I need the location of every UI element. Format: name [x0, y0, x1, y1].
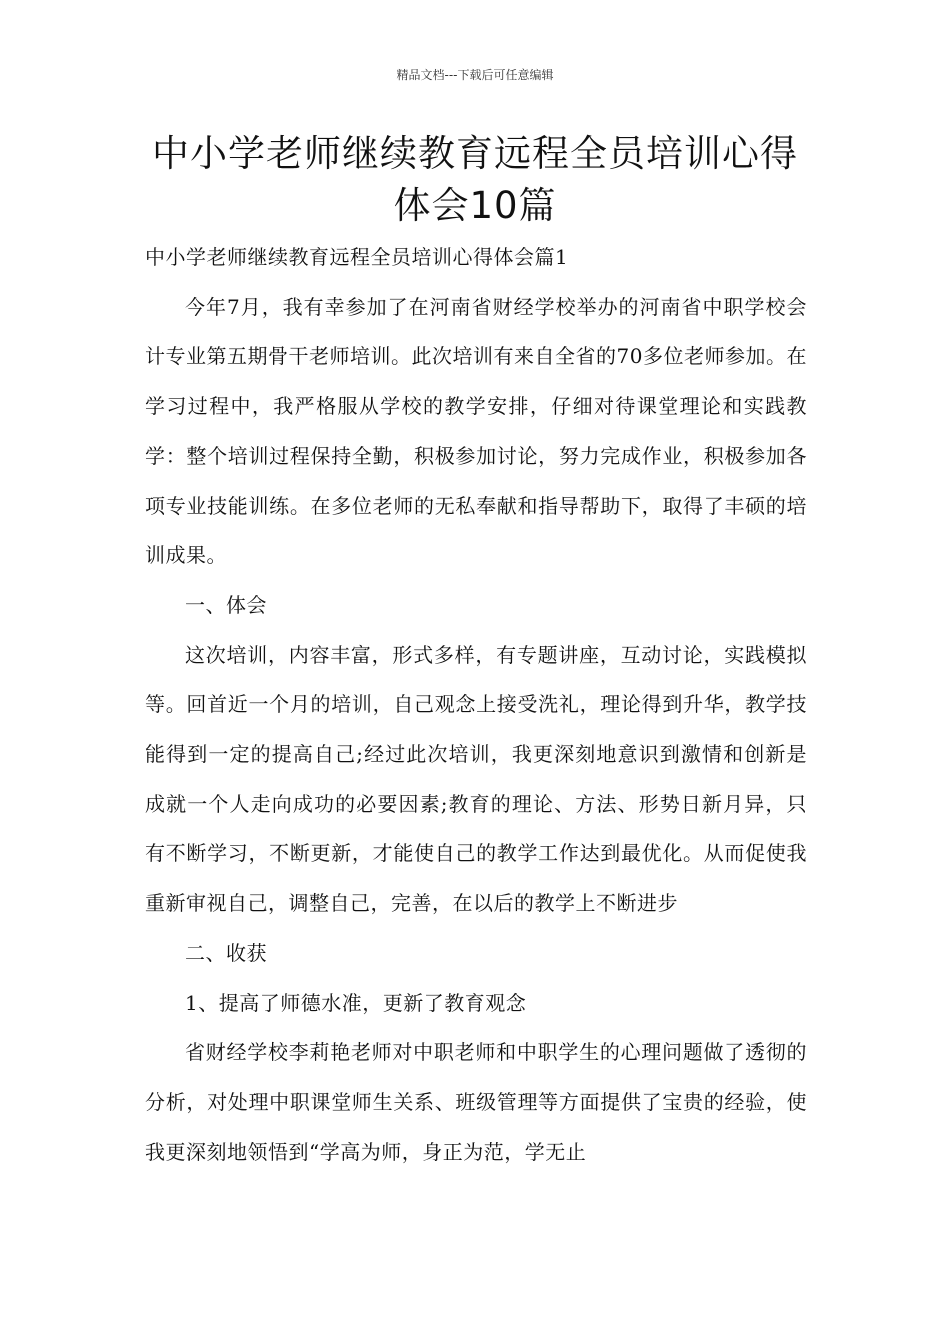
- document-body: [145, 233, 807, 1177]
- title-line-1: 中小学老师继续教育远程全员培训心得: [152, 132, 798, 175]
- heading-experience: 一、体会: [185, 592, 267, 617]
- header-note: 精品文档---下载后可任意编辑: [396, 68, 554, 82]
- subheading-ethics: 1、提高了师德水准，更新了教育观念: [185, 990, 527, 1015]
- paragraph-intro: 今年7月，我有幸参加了在河南省财经学校举办的河南省中职学校会计专业第五期骨干老师培训。此次培训有来自全省的70多位老师参加。在学习过程中，我严格服从学校的教学安排，仔细对待课堂理论和实践教学：整个培训过程保持全勤，积极参加讨论，努力完成作业，积极参加各项专业技能训练。在多位老师的无私奉献和指导帮助下，取得了丰硕的培训成果。: [145, 294, 807, 568]
- heading-gains: 二、收获: [185, 940, 267, 965]
- document-title: [120, 128, 830, 232]
- section-heading: 中小学老师继续教育远程全员培训心得体会篇1: [145, 245, 569, 269]
- paragraph-ethics: 省财经学校李莉艳老师对中职老师和中职学生的心理问题做了透彻的分析，对处理中职课堂师生关系、班级管理等方面提供了宝贵的经验，使我更深刻地领悟到“学高为师，身正为范，学无止: [145, 1040, 807, 1164]
- title-line-2: 体会10篇: [393, 184, 557, 227]
- paragraph-experience: 这次培训，内容丰富，形式多样，有专题讲座，互动讨论，实践模拟等。回首近一个月的培训，自己观念上接受洗礼，理论得到升华，教学技能得到一定的提高自己;经过此次培训，我更深刻地意识到激情和创新是成就一个人走向成功的必要因素;教育的理论、方法、形势日新月异，只有不断学习，不断更新，才能使自己的教学工作达到最优化。从而促使我重新审视自己，调整自己，完善，在以后的教学上不断进步: [145, 642, 807, 916]
